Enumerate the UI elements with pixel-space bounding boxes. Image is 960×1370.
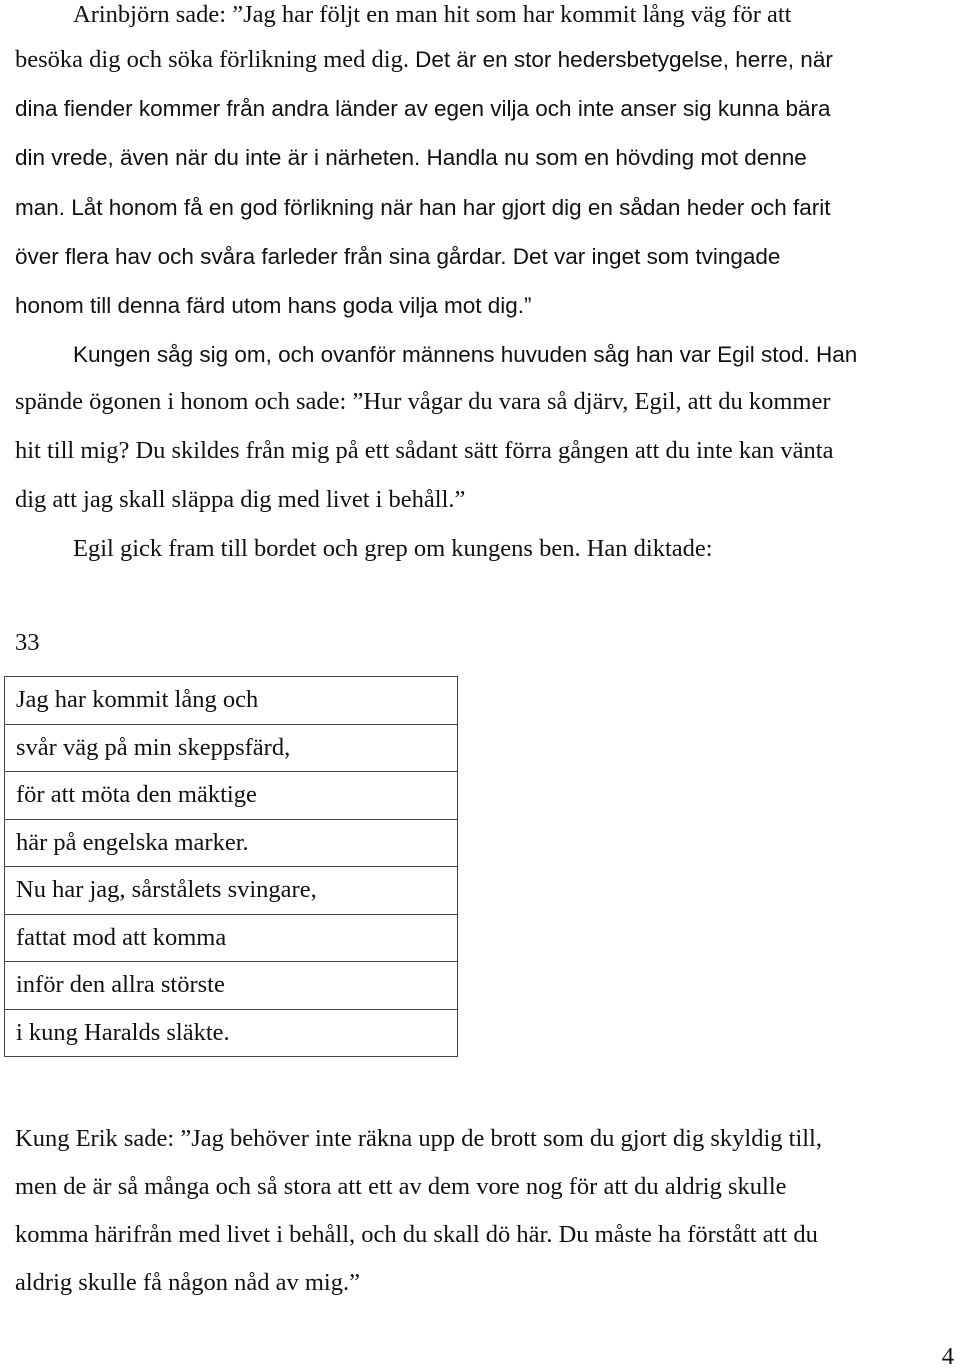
verse-line: här på engelska marker. [5,819,458,867]
text-line: hit till mig? Du skildes från mig på ett sådant sätt förra gången att du inte kan vänta [15,437,834,464]
text-line: honom till denna färd utom hans goda vilja mot dig.” [15,293,532,318]
text-line: spände ögonen i honom och sade: ”Hur vågar du vara så djärv, Egil, att du kommer [15,388,831,415]
text-line: men de är så många och så stora att ett av dem vore nog för att du aldrig skulle [15,1173,787,1200]
verse-table [4,676,458,1057]
verse-line: fattat mod att komma [5,914,458,962]
text-line: komma härifrån med livet i behåll, och du skall dö här. Du måste ha förstått att du [15,1221,818,1248]
text-line: Kungen såg sig om, och ovanför männens huvuden såg han var Egil stod. Han [73,342,858,367]
text-line: besöka dig och söka förlikning med dig. Det är en stor hedersbetygelse, herre, när [15,46,833,73]
text-line: aldrig skulle få någon nåd av mig.” [15,1269,360,1296]
text-line: dig att jag skall släppa dig med livet i behåll.” [15,486,466,513]
page-number: 4 [941,1343,954,1370]
text-line: man. Låt honom få en god förlikning när han har gjort dig en sådan heder och farit [15,195,831,220]
text-line: över flera hav och svåra farleder från sina gårdar. Det var inget som tvingade [15,244,781,269]
verse-line: i kung Haralds släkte. [5,1009,458,1057]
text-line: Kung Erik sade: ”Jag behöver inte räkna upp de brott som du gjort dig skyldig till, [15,1125,822,1152]
verse-line: Jag har kommit lång och [5,677,458,725]
text-line: din vrede, även när du inte är i närheten. Handla nu som en hövding mot denne [15,145,807,170]
verse-line: för att möta den mäktige [5,772,458,820]
text-line: dina fiender kommer från andra länder av egen vilja och inte anser sig kunna bära [15,96,831,121]
verse-line: Nu har jag, sårstålets svingare, [5,867,458,915]
verse-number: 33 [15,629,40,656]
verse-line: inför den allra störste [5,962,458,1010]
text-line: Arinbjörn sade: ”Jag har följt en man hit som har kommit lång väg för att [73,1,792,28]
verse-line: svår väg på min skeppsfärd, [5,724,458,772]
text-line: Egil gick fram till bordet och grep om kungens ben. Han diktade: [73,535,713,562]
